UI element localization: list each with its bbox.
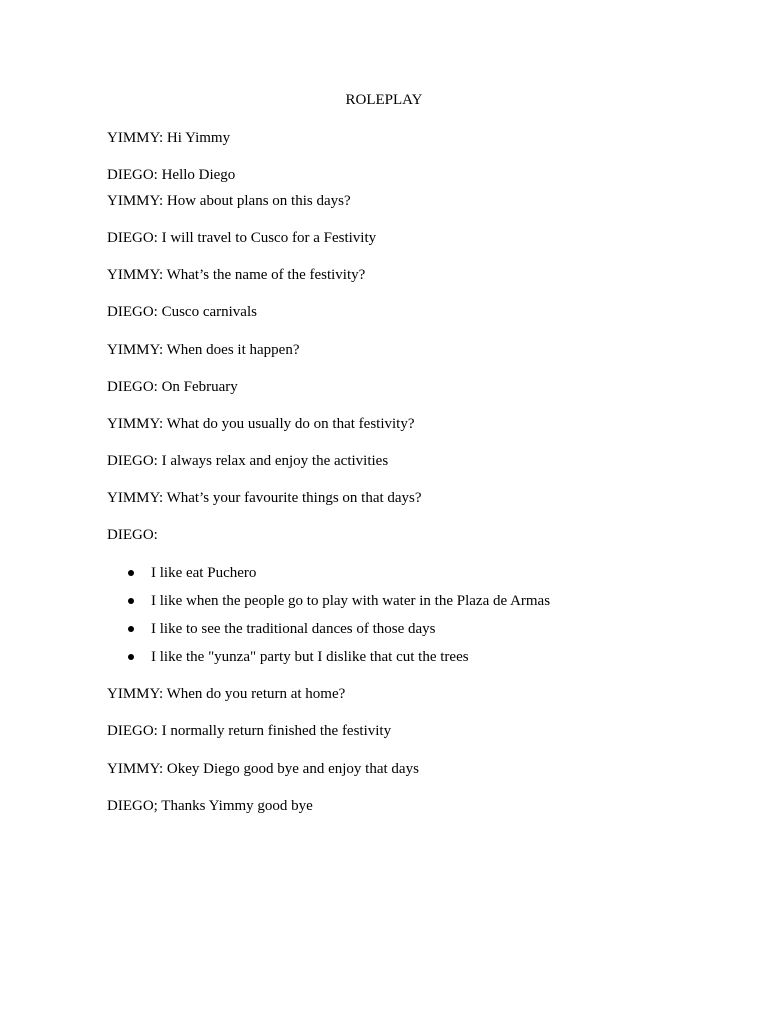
list-item-text: I like eat Puchero bbox=[151, 565, 257, 581]
bullet-icon bbox=[128, 626, 134, 632]
dialogue-line: DIEGO; Thanks Yimmy good bye bbox=[107, 798, 313, 814]
dialogue-line: YIMMY: What’s the name of the festivity? bbox=[107, 267, 366, 283]
list-item bbox=[128, 648, 469, 666]
list-item bbox=[128, 564, 256, 582]
dialogue-line: DIEGO: bbox=[107, 527, 158, 543]
dialogue-line: YIMMY: What’s your favourite things on that days? bbox=[107, 490, 422, 506]
list-item bbox=[128, 592, 550, 610]
dialogue-line: YIMMY: Hi Yimmy bbox=[107, 130, 231, 146]
dialogue-line: YIMMY: Okey Diego good bye and enjoy that days bbox=[107, 761, 419, 777]
dialogue-line: DIEGO: Cusco carnivals bbox=[107, 304, 257, 320]
bullet-icon bbox=[128, 654, 134, 660]
dialogue-line: DIEGO: I always relax and enjoy the activities bbox=[107, 453, 389, 469]
list-item-text: I like to see the traditional dances of those days bbox=[151, 621, 436, 637]
dialogue-line: DIEGO: I normally return finished the festivity bbox=[107, 723, 392, 739]
dialogue-line: YIMMY: When does it happen? bbox=[107, 342, 300, 358]
bullet-icon bbox=[128, 598, 134, 604]
dialogue-line: YIMMY: How about plans on this days? bbox=[107, 193, 351, 209]
dialogue-line: DIEGO: I will travel to Cusco for a Festivity bbox=[107, 230, 377, 246]
dialogue-line: YIMMY: When do you return at home? bbox=[107, 686, 346, 702]
list-item-text: I like the "yunza" party but I dislike that cut the trees bbox=[151, 649, 469, 665]
list-item-text: I like when the people go to play with water in the Plaza de Armas bbox=[151, 593, 551, 609]
dialogue-line: YIMMY: What do you usually do on that festivity? bbox=[107, 416, 415, 432]
dialogue-line: DIEGO: On February bbox=[107, 379, 238, 395]
list-item bbox=[128, 620, 436, 638]
page-title: ROLEPLAY bbox=[345, 92, 423, 108]
dialogue-line: DIEGO: Hello Diego bbox=[107, 167, 236, 183]
bullet-icon bbox=[128, 570, 134, 576]
